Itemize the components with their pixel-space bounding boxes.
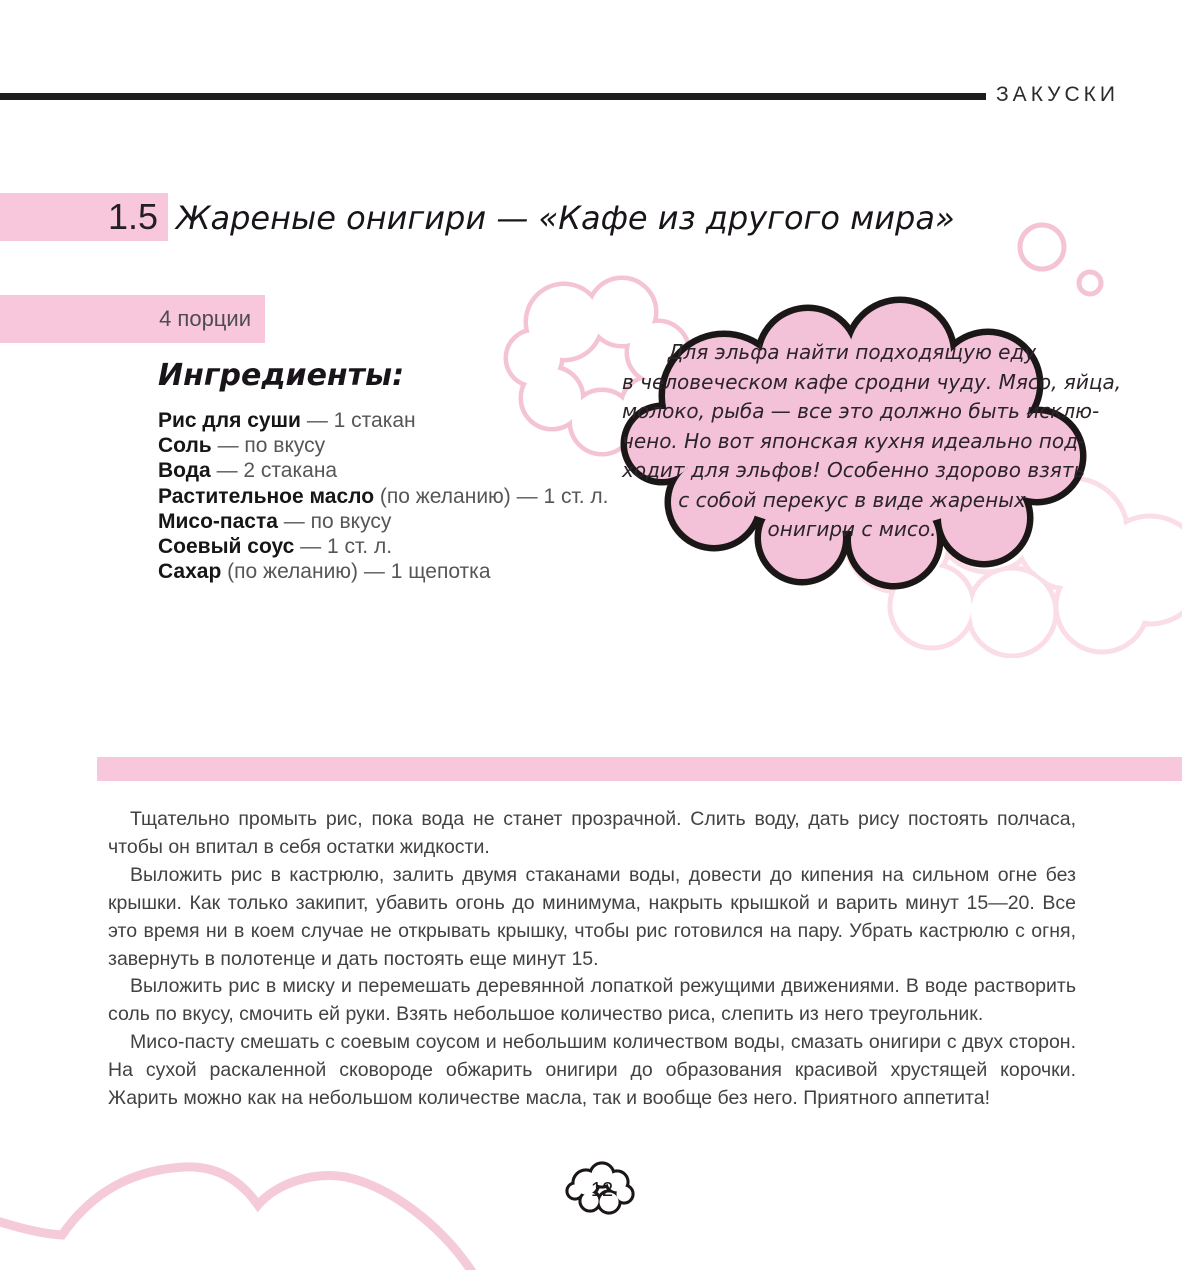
ingredient-detail: (по желанию) — 1 ст. л. [379, 484, 609, 508]
thought-trail-circles [1010, 215, 1120, 305]
ingredient-row [158, 433, 638, 458]
ingredient-row [158, 509, 638, 534]
ingredient-name: Сахар [158, 560, 222, 584]
ingredient-name: Рис для суши [158, 409, 301, 432]
thought-bubble-text [622, 338, 1122, 545]
section-number-badge [0, 193, 168, 241]
ingredients-heading: Ингредиенты: [158, 358, 405, 393]
ingredient-detail: — 1 стакан [306, 409, 416, 432]
header-divider-line [0, 93, 986, 100]
chapter-label: ЗАКУСКИ [996, 83, 1119, 106]
instruction-paragraph: Выложить рис в миску и перемешать деревянной лопаткой режущими движениями. В воде растворить соль по вкусу, смочить ей руки. Взять небольшое количество риса, слепить из него треугольник. [108, 975, 1076, 1026]
bubble-line: онигири с мисо. [767, 517, 937, 541]
page-number: 12 [590, 1178, 614, 1201]
section-number: 1.5 [107, 196, 158, 237]
ingredient-name: Соевый соус [158, 535, 295, 559]
servings-text: 4 порции [159, 306, 251, 331]
ingredient-detail: — 2 стакана [216, 459, 338, 483]
ingredient-detail: — по вкусу [283, 509, 392, 533]
ingredient-detail: — по вкусу [217, 434, 326, 458]
bubble-line: Для эльфа найти подходящую еду [667, 340, 1037, 364]
ingredients-list [158, 408, 638, 584]
bubble-line: ходит для эльфов! Особенно здорово взять [622, 458, 1086, 482]
ingredient-row [158, 484, 638, 509]
ingredient-detail: (по желанию) — 1 щепотка [227, 560, 491, 584]
ingredient-row [158, 559, 638, 584]
servings-badge [0, 295, 265, 343]
instruction-paragraph: Тщательно промыть рис, пока вода не станет прозрачной. Слить воду, дать рису постоять полчаса, чтобы он впитал в себя остатки жидкости. [108, 808, 1076, 858]
ingredient-detail: — 1 ст. л. [300, 535, 393, 559]
ingredient-name: Растительное масло [158, 484, 375, 508]
ingredient-row [158, 408, 638, 433]
recipe-title: Жареные онигири — «Кафе из другого мира» [176, 199, 955, 237]
bubble-line: чено. Но вот японская кухня идеально под- [622, 428, 1086, 453]
section-divider-bar [97, 757, 1182, 781]
instructions-text [108, 806, 1076, 1113]
bubble-line: с собой перекус в виде жареных [678, 487, 1026, 512]
ingredient-row [158, 458, 638, 483]
bubble-line: в человеческом кафе сродни чуду. Мясо, яйца, [622, 369, 1122, 394]
instruction-paragraph: Выложить рис в кастрюлю, залить двумя стаканами воды, довести до кипения на сильном огне без крышки. Как только закипит, убавить огонь до минимума, накрыть крышкой и варить минут 15—20. Все это время ни в коем случае не открывать крышку, чтобы рис готовился на пару. Убрать кастрюлю с огня, завернуть в полотенце и дать постоять еще минут 15. [108, 863, 1076, 970]
ingredient-row [158, 534, 638, 559]
ingredient-name: Вода [158, 459, 211, 483]
bubble-line: молоко, рыба — все это должно быть исклю- [622, 399, 1100, 423]
instruction-paragraph: Мисо-пасту смешать с соевым соусом и небольшим количеством воды, смазать онигири с двух сторон. На сухой раскаленной сковороде обжарить онигири до образования красивой хрустящей корочки. Жарить можно как на небольшом количестве масла, так и вообще без него. Приятного аппетита! [108, 1031, 1076, 1110]
ingredient-name: Мисо-паста [158, 509, 278, 533]
ingredient-name: Соль [158, 434, 212, 458]
cloud-decoration-bottom-left [0, 1140, 520, 1270]
